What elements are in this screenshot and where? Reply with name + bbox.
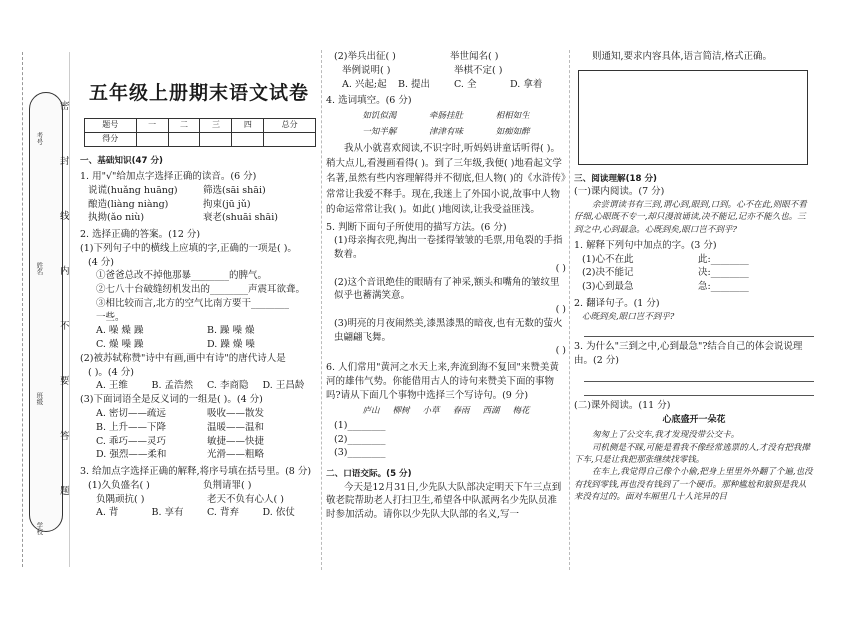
exam-title: 五年级上册期末语文试卷 bbox=[88, 82, 309, 104]
question-1: 1. 用"√"给加点字选择正确的读音。(6 分) bbox=[80, 171, 257, 182]
column-divider bbox=[569, 50, 570, 570]
q1-row: 执拗(ǎo niù) 衰老(shuāi shāi) bbox=[88, 212, 278, 224]
column-2: (2)举兵出征( ) 举世闻名( ) 举例说明( ) 举棋不定( ) A. 兴起;起 B. 提出 C. 全 D. 拿着 4. 选词填空。(6 分) 如饥似渴 牵肠挂肚 相相如生 一知半解 津津有味 如痴如醉 我从小就喜欢阅读,不识字时,听妈妈讲童话听得( )。稍大点儿,看漫画看得( )。到了三年级,我便( )地看起文学名著,虽然有些内容理解得并不彻底,但人物( )的《水浒传》常常让我爱不释手。现在,我迷上了外国小说,故事中人物的命运常常让我( )。如此( )地阅读,让我受益匪浅。 5. 判断下面句子所使用的描写方法。(6 分) (1)母亲掏衣兜,掏出一卷揉得皱皱的毛票,用龟裂的手指数着。 ( ) (2)这个音讯绝佳的眼睛有了神采,额头和嘴角的皱纹里似乎也蓄满笑意。 ( ) (3)明亮的月夜闹然美,漆黑漆黑的暗夜,也有无数的萤火虫翩翩飞舞。 ( ) 6. 人们常用"黄河之水天上来,奔流到海不复回"来赞美黄河的雄伟气势。你能借用古人的诗句来赞美下面的事物吗?请从下面几个事物中选择三个写诗句。(9 分) 庐山 柳树 小草 春雨 西湖 梅花 (1)________ (2)________ (3)________ 二、口语交际。(5 分) 今天是12月31日,少先队大队部决定明天下午三点到敬老院帮助老人打扫卫生,希望各中队派两名少先队员准时参加活动。请你以少先队大队部的名义,写一 bbox=[326, 51, 566, 521]
binding-label-number: 考号 bbox=[35, 132, 44, 145]
binding-bar bbox=[29, 92, 63, 532]
answer-line[interactable] bbox=[584, 370, 814, 382]
binding-label-class: 班级 bbox=[35, 392, 44, 405]
q1-row: 酿造(liàng niàng) 拘束(jū jǔ) bbox=[88, 198, 251, 210]
question-2: 2. 选择正确的答案。(12 分) bbox=[80, 229, 201, 241]
column-3: 则通知,要求内容具体,语言简洁,格式正确。 三、阅读理解(18 分) (一)课内阅读。(7 分) 余尝谓读书有三到,谓心到,眼到,口到。心不在此,则眼不看仔细,心眼既不专一,却只漫浪诵读,决不能记,记亦不能久也。三到之中,心到最急。心既到矣,眼口岂不到乎? 1. 解释下列句中加点的字。(3 分) (1)心不在此 此:________ (2)决不能记 决:________ (3)心到最急 急:________ 2. 翻译句子。(1 分) 心既到矣,眼口岂不到乎? 3. 为什么"三到之中,心到最急"?结合自己的体会说说理由。(2 分) (二)课外阅读。(11 分) 心底盛开一朵花 匆匆上了公交车,我才发现没带公交卡。 司机侧是不睬,可能是看我不像经常逃票的人,才没有把我撵下车,只是让我把那张继续找零钱。 在车上,我觉得自己像个小偷,把身上里里外外翻了个遍,也没有找到零钱,再也没有钱到了一个硬币。那种尴尬和狼狈是我从来没有过的。面对车厢里几十人诧异的目 bbox=[574, 51, 813, 502]
question-5: 5. 判断下面句子所使用的描写方法。(6 分) bbox=[326, 221, 507, 233]
question-6: 6. 人们常用"黄河之水天上来,奔流到海不复回"来赞美黄河的雄伟气势。你能借用古人的诗句来赞美下面的事物吗?请从下面几个事物中选择三个写诗句。(9 分) bbox=[326, 362, 559, 401]
story-title: 心底盛开一朵花 bbox=[662, 415, 726, 426]
classical-text: 余尝谓读书有三到,谓心到,眼到,口到。心不在此,则眼不看仔细,心眼既不专一,却只漫浪诵读,决不能记,记亦不能久也。三到之中,心到最急。心既到矣,眼口岂不到乎? bbox=[574, 199, 807, 235]
answer-line[interactable] bbox=[584, 325, 814, 337]
answer-line[interactable] bbox=[584, 384, 814, 396]
fill-paragraph: 我从小就喜欢阅读,不识字时,听妈妈讲童话听得( )。稍大点儿,看漫画看得( )。到了三年级,我便( )地看起文学名著,虽然有些内容理解得并不彻底,但人物( )的《水浒传》常常让我爱不释手。现在,我迷上了外国小说,故事中人物的命运常常让我( )。如此( )地阅读,让我受益匪浅。 bbox=[326, 142, 566, 216]
section-heading: 一、基础知识(47 分) bbox=[80, 155, 163, 166]
oral-prompt: 今天是12月31日,少先队大队部决定明天下午三点到敬老院帮助老人打扫卫生,希望各中队派两名少先队员准时参加活动。请你以少先队大队部的名义,写一 bbox=[326, 481, 562, 521]
writing-box[interactable] bbox=[578, 70, 808, 165]
score-cell[interactable] bbox=[136, 132, 168, 146]
answer-blank[interactable]: ( ) bbox=[555, 304, 566, 316]
column-1: 五年级上册期末语文试卷 题号 一 二 三 四 总分 得分 一、基础知识(47 分) 1. 用"√"给加点字选择正确的读音。(6 分) 说谎(huǎng huāng) 筛选(sāi shāi) 酿造(liàng niàng) 拘束(jū jǔ) 执拗(ǎo niù) 衰老(shuāi shāi) 2. 选择正确的答案。(12 分) (1)下列句子中的横线上应填的字,正确的一项是( )。 (4 分) ①爸爸总改不掉他那暴________的脾气。 ②七八十台破缝纫机发出的________声震耳欲聋。 ③相比较而言,北方的空气比南方要干________ 一些。 A. 噪 燥 躁 B. 躁 噪 燥 C. 燥 噪 躁 D. 躁 燥 噪 (2)被苏轼称赞"诗中有画,画中有诗"的唐代诗人是 ( )。(4 分) A. 王维 B. 孟浩然 C. 李商隐 D. 王昌龄 (3)下面词语全是反义词的一组是( )。(4 分) A. 密切——疏远 吸收——散发 B. 上升——下降 温暖——温和 C. 乖巧——灵巧 敏捷——快捷 D. 强烈——柔和 光滑——粗略 3. 给加点字选择正确的解释,将序号填在括号里。(8 分) (1)久负盛名( ) 负荆请罪( ) 负隅顽抗( ) 老天不负有心人( ) A. 背 B. 享有 C. 背弃 D. 依仗 bbox=[80, 50, 318, 593]
item-list: 庐山 柳树 小草 春雨 西湖 梅花 bbox=[362, 405, 530, 416]
answer-blank[interactable]: ( ) bbox=[555, 262, 566, 274]
word-bank: 一知半解 津津有味 如痴如醉 bbox=[362, 127, 530, 138]
column-divider bbox=[321, 50, 322, 570]
binding-label-school: 学校 bbox=[35, 522, 44, 535]
section-heading: 二、口语交际。(5 分) bbox=[326, 469, 412, 480]
word-bank: 如饥似渴 牵肠挂肚 相相如生 bbox=[362, 111, 530, 122]
exam-sheet: 学校 班级 姓名 考号 密 封 线 内 不 要 答 题 五年级上册期末语文试卷 题号 一 二 三 四 总分 得分 一、基础知识(47 分) 1. 用"√"给加点字选择正确的读音。(6 分) 说谎(huǎng huāng) 筛选(sāi shāi) 酿造(liàng niàng) 拘束(jū jǔ) 执拗(ǎo niù) 衰老(shuāi shāi) 2. 选择正确的答案。(12 分) (1)下列句子中的横线上应填的字,正确的一项是( )。 (4 分) ①爸爸总改不掉他那暴________的脾气。 ②七八十台破缝纫机发出的________声震耳欲聋。 ③相比较而言,北方的空气比南方要干________ 一些。 A. 噪 燥 躁 B. 躁 噪 燥 C. 燥 噪 躁 D. 躁 燥 噪 (2)被苏轼称赞"诗中有画,画中有诗"的唐代诗人是 ( )。(4 分) A. 王维 B. 孟浩然 C. 李商隐 D. 王昌龄 (3)下面词语全是反义词的一组是( )。(4 分) A. 密切——疏远 吸收——散发 B. 上升——下降 温暖——温和 C. 乖巧——灵巧 敏捷——快捷 D. 强烈——柔和 光滑——粗略 3. 给加点字选择正确的解释,将序号填在括号里。(8 分) (1)久负盛名( ) 负荆请罪( ) 负隅顽抗( ) 老天不负有心人( ) A. 背 B. 享有 C. 背弃 D. 依仗 (2)举兵出征( ) 举世闻名( ) 举例说明( ) 举棋不定( ) A. 兴起;起 B. 提出 C. 全 D. 拿着 4. 选词填空。(6 分) 如饥似渴 牵肠挂肚 相相如生 一知半解 津津有味 如痴如醉 我从小就喜欢阅读,不识字时,听妈妈讲童话听得( )。稍大点儿,看漫画看得( )。到了三年级,我便( )地看起文学名著,虽然有些内容理解得并不彻底,但人物( )的《水浒传》常常让我爱不释手。现在,我迷上了外国小说,故事中人物的命运常常让我( )。如此( )地阅读,让我受益匪浅。 5. 判断下面句子所使用的描写方法。(6 分) (1)母亲掏衣兜,掏出一卷揉得皱皱的毛票,用龟裂的手指数着。 ( ) (2)这个音讯绝佳的眼睛有了神采,额头和嘴角的皱纹里似乎也蓄满笑意。 ( ) (3)明亮的月夜闹然美,漆黑漆黑的暗夜,也有无数的萤火虫翩翩飞舞。 ( ) 6. 人们常用"黄河之水天上来,奔流到海不复回"来赞美黄河的雄伟气势。你能借用古人的诗句来赞美下面的事物吗?请从下面几个事物中选择三个写诗句。(9 分) 庐山 柳树 小草 春雨 西湖 梅花 (1)________ (2)________ (3)________ 二、口语交际。(5 分) 今天是12月31日,少先队大队部决定明天下午三点到敬老院帮助老人打扫卫生,希望各中队派两名少先队员准时参加活动。请你以少先队大队部的名义,写一 则通知,要求内容具体,语言简洁,格式正确。 三、阅读理解(18 分) (一)课内阅读。(7 分) 余尝谓读书有三到,谓心到,眼到,口到。心不在此,则眼不看仔细,心眼既不专一,却只漫浪诵读,决不能记,记亦不能久也。三到之中,心到最急。心既到矣,眼口岂不到乎? 1. 解释下列句中加点的字。(3 分) (1)心不在此 此:________ (2)决不能记 决:________ (3)心到最急 急:________ 2. 翻译句子。(1 分) 心既到矣,眼口岂不到乎? 3. 为什么"三到之中,心到最急"?结合自己的体会说说理由。(2 分) (二)课外阅读。(11 分) 心底盛开一朵花 匆匆上了公交车,我才发现没带公交卡。 司机侧是不睬,可能是看我不像经常逃票的人,才没有把我撵下车,只是让我把那张继续找零钱。 在车上,我觉得自己像个小偷,把身上里里外外翻了个遍,也没有找到零钱,再也没有钱到了一个硬币。那种尴尬和狼狈是我从来没有过的。面对车厢里几十人诧异的目 bbox=[0, 0, 860, 633]
question-3: 3. 给加点字选择正确的解释,将序号填在括号里。(8 分) bbox=[80, 466, 312, 478]
score-cell[interactable] bbox=[264, 132, 316, 146]
q1-row: 说谎(huǎng huāng) 筛选(sāi shāi) bbox=[88, 184, 266, 196]
score-cell[interactable] bbox=[168, 132, 200, 146]
poem-line[interactable]: (1)________ bbox=[334, 419, 386, 431]
answer-blank[interactable]: ( ) bbox=[555, 345, 566, 357]
section-heading: 三、阅读理解(18 分) bbox=[574, 173, 657, 184]
poem-line[interactable]: (3)________ bbox=[334, 447, 386, 459]
poem-line[interactable]: (2)________ bbox=[334, 433, 386, 445]
score-table: 题号 一 二 三 四 总分 得分 bbox=[84, 118, 316, 147]
question-4: 4. 选词填空。(6 分) bbox=[326, 95, 412, 107]
binding-label-name: 姓名 bbox=[35, 262, 44, 275]
score-cell[interactable] bbox=[200, 132, 232, 146]
score-cell[interactable] bbox=[232, 132, 264, 146]
